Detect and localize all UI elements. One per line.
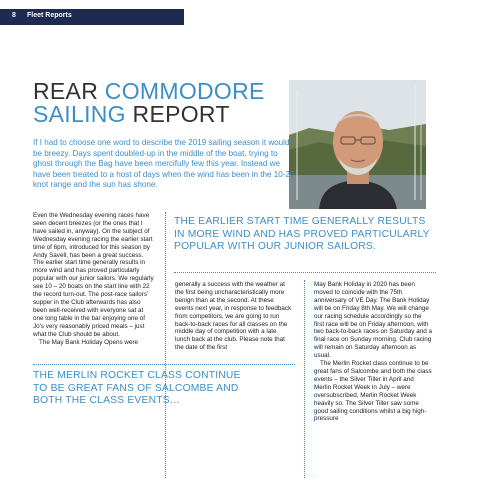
column-divider-1 (165, 212, 166, 478)
author-photo (289, 80, 426, 209)
column-2 (175, 281, 293, 352)
section-label: Fleet Reports (27, 12, 72, 19)
column-3-paragraph-2: The Merlin Rocket class continue to be great fans of Salcombe and both the class events – the Silver Tiller in April and Merlin Rocket Week in July – were oversubscribed, Merlin Rocket Week heavily so. The Silver Tiller saw some good sailing conditions whilst a big high-pressure (314, 360, 432, 423)
page-title (33, 80, 265, 126)
column-1 (33, 212, 155, 346)
column-3-paragraph-1: May Bank Holiday in 2020 has been moved to coincide with the 75th anniversary of VE Day. The Bank Holiday will be on Friday 8th May. We will change our racing schedule accordingly so the first race will be on Friday afternoon, with two back-to-back races on Saturday and a final race on Sunday morning. Club racing will remain on Saturday afternoon as usual. (314, 281, 432, 360)
pull-quote-2: THE MERLIN ROCKET CLASS CONTINUE TO BE GREAT FANS OF SALCOMBE AND BOTH THE CLASS EVENTS… (33, 370, 241, 406)
pull-quote-1: THE EARLIER START TIME GENERALLY RESULTS IN MORE WIND AND HAS PROVED PARTICULARLY POPULAR WITH OUR JUNIOR SAILORS. (174, 216, 430, 252)
pull-quote-2-rule (33, 364, 295, 365)
title-rear: REAR (33, 78, 105, 104)
title-commodore: COMMODORE (104, 78, 265, 104)
title-sailing: SAILING (33, 101, 133, 127)
column-2-paragraph: generally a success with the weather at the first being uncharacteristically more benign than at the second. At these events next year, in response to feedback from competitors, we are going to run back-to-back races for all classes on the middle day of competition with a late lunch back at the club. Please note that the date of the first (175, 281, 292, 352)
page-number: 8 (12, 12, 16, 19)
pull-quote-1-rule (174, 272, 436, 273)
title-report: REPORT (132, 101, 230, 127)
column-3 (314, 281, 432, 423)
column-1-paragraph-1: Even the Wednesday evening races have seen decent breezes (or the ones that I have sailed in, anyway). On the subject of Wednesday evening racing the earlier start time of 6pm, introduced for this season by Andy Savell, has been a great success. The earlier start time generally results in more wind and has proved particularly popular with our junior sailors. We regularly see 10 – 20 boats on the start line with 22 the record turn-out. The post-race sailors' supper in the Club afterwards has also been well-received with everyone sat at one long table in the bar enjoying one of Jo's very reasonably priced meals – just what the Club should be about. (33, 212, 154, 338)
column-divider-2 (304, 280, 305, 478)
column-1-paragraph-2: The May Bank Holiday Opens were (39, 338, 139, 346)
intro-paragraph: If I had to choose one word to describe the 2019 sailing season it would be breezy. Days spent doubled-up in the middle of the boat, trying to ghost through the Bag have been mercifully few this year. Instead we have been treated to a host of days when the wind has been in the 10-20 knot range and the sun has shone. (33, 138, 295, 189)
